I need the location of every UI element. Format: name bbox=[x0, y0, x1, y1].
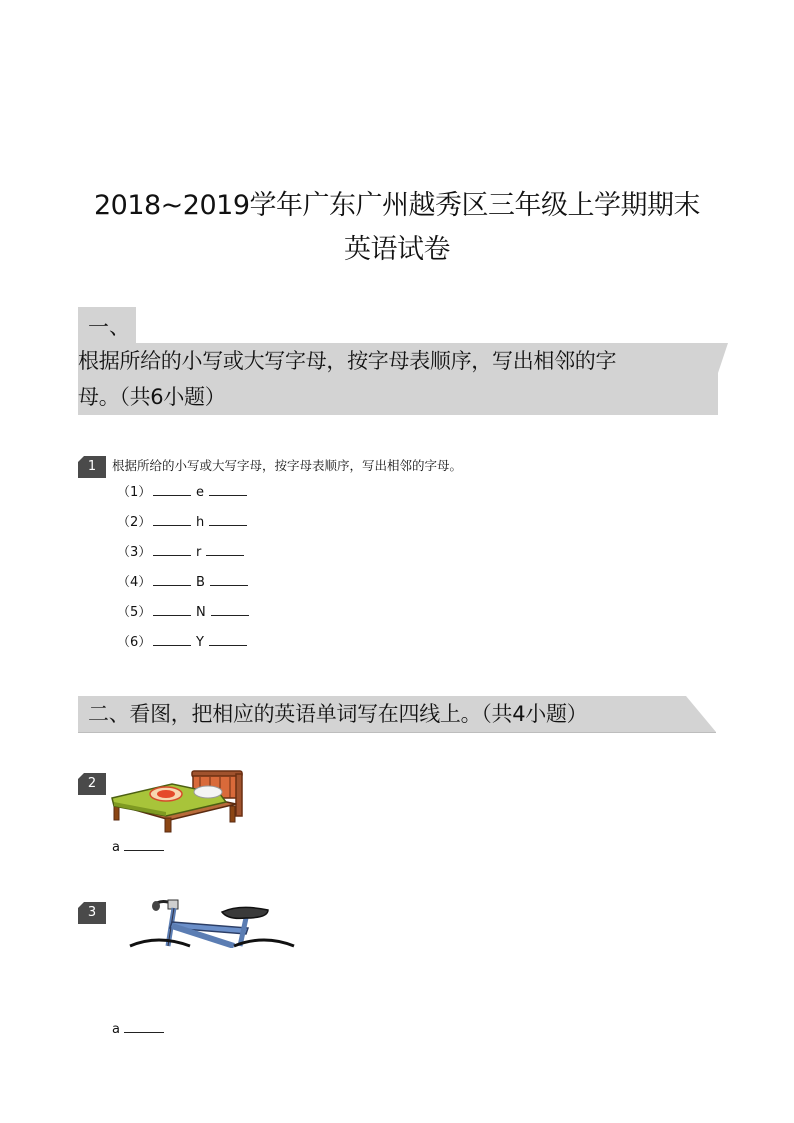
section-1-heading-line-1: 根据所给的小写或大写字母，按字母表顺序，写出相邻的字 bbox=[78, 349, 617, 373]
section-1-heading-line-2: 母。（共6小题） bbox=[78, 385, 226, 409]
section-2-underline bbox=[78, 732, 716, 733]
list-item bbox=[117, 513, 247, 532]
answer-line bbox=[112, 1020, 164, 1039]
title-line-2: 英语试卷 bbox=[344, 234, 450, 265]
answer-line bbox=[112, 838, 164, 857]
title-line-1: 2018~2019学年广东广州越秀区三年级上学期期末 bbox=[93, 190, 701, 221]
answer-blank[interactable] bbox=[153, 543, 191, 556]
answer-blank[interactable] bbox=[209, 483, 247, 496]
answer-blank[interactable] bbox=[153, 633, 191, 646]
item-number: （1） bbox=[117, 485, 152, 500]
item-number: （2） bbox=[117, 515, 152, 530]
item-letter: N bbox=[196, 605, 206, 620]
section-2-heading-tail bbox=[686, 696, 716, 732]
section-1-heading bbox=[78, 343, 718, 415]
item-number: （3） bbox=[117, 545, 152, 560]
answer-blank[interactable] bbox=[124, 838, 164, 851]
list-item bbox=[117, 573, 248, 592]
item-number: （5） bbox=[117, 605, 152, 620]
bed-image bbox=[110, 768, 244, 834]
answer-prefix: a bbox=[112, 840, 120, 855]
list-item bbox=[117, 543, 244, 562]
item-letter: Y bbox=[196, 635, 204, 650]
item-number: （4） bbox=[117, 575, 152, 590]
answer-blank[interactable] bbox=[153, 483, 191, 496]
question-instruction: 根据所给的小写或大写字母，按字母表顺序，写出相邻的字母。 bbox=[112, 458, 463, 473]
bicycle-image bbox=[128, 896, 296, 948]
answer-blank[interactable] bbox=[124, 1020, 164, 1033]
answer-blank[interactable] bbox=[209, 633, 247, 646]
answer-blank[interactable] bbox=[206, 543, 244, 556]
answer-prefix: a bbox=[112, 1022, 120, 1037]
item-letter: h bbox=[196, 515, 205, 530]
exam-title bbox=[60, 184, 734, 272]
question-badge: 1 bbox=[78, 456, 106, 478]
list-item bbox=[117, 633, 247, 652]
list-item bbox=[117, 483, 247, 502]
list-item bbox=[117, 603, 249, 622]
answer-blank[interactable] bbox=[153, 573, 191, 586]
item-letter: B bbox=[196, 575, 205, 590]
item-letter: e bbox=[196, 485, 204, 500]
answer-blank[interactable] bbox=[211, 603, 249, 616]
answer-blank[interactable] bbox=[209, 513, 247, 526]
question-badge: 3 bbox=[78, 902, 106, 924]
section-1-number: 一、 bbox=[78, 307, 136, 345]
item-letter: r bbox=[196, 545, 202, 560]
answer-blank[interactable] bbox=[153, 603, 191, 616]
answer-blank[interactable] bbox=[153, 513, 191, 526]
section-2-heading: 二、看图，把相应的英语单词写在四线上。（共4小题） bbox=[88, 702, 588, 726]
item-number: （6） bbox=[117, 635, 152, 650]
question-badge: 2 bbox=[78, 773, 106, 795]
answer-blank[interactable] bbox=[210, 573, 248, 586]
